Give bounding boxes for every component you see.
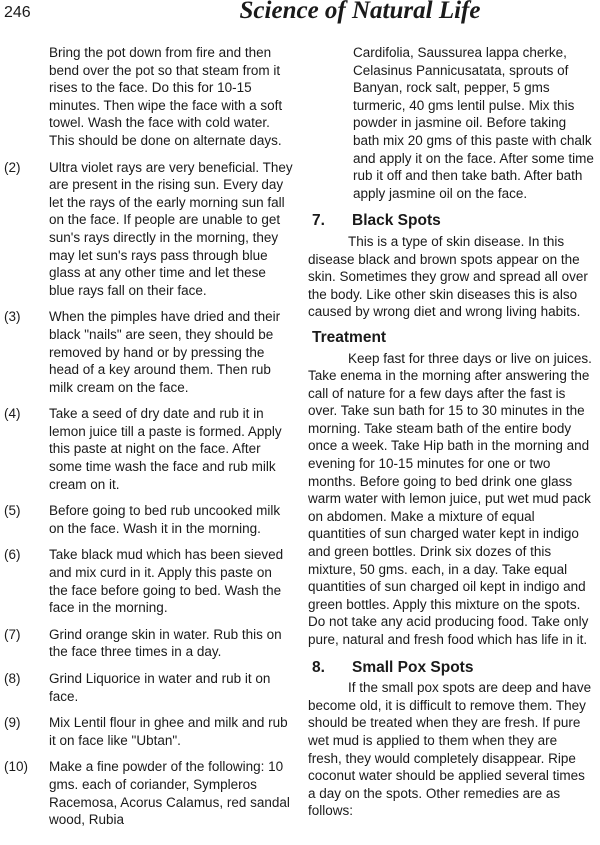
list-item-number: (5) <box>4 503 21 519</box>
left-column <box>4 44 294 829</box>
list-item-number: (4) <box>4 406 21 422</box>
list-item-number: (2) <box>4 159 21 175</box>
running-title: Science of Natural Life <box>239 0 481 24</box>
list-item <box>4 670 294 705</box>
list-item <box>4 502 294 537</box>
list-item <box>4 714 294 749</box>
treatment-body: Keep fast for three days or live on juices. Take enema in the morning after answering the call of nature for a few days after the fast is over. Take sun bath for 15 to 30 minutes in the morning. Take steam bath of the entire body once a week. Take Hip bath in the morning and evening for 10-15 minutes for one or two months. Before going to bed drink one glass warm water with lemon juice, put wet mud pack on abdomen. Make a mixture of equal quantities of sun charged water kept in indigo and green bottles. Drink six dozes of this mixture, 50 gms. each, in a day. Take equal quantities of sun charged oil kept in indigo and green bottles. Apply this mixture on the spots. Do not take any acid producing food. Take only pure, natural and fresh food which has life in it. <box>308 350 592 647</box>
section-number: 8. <box>312 658 325 676</box>
list-item-text: Make a fine powder of the following: 10 gms. each of coriander, Sympleros Racemosa, Acorus Calamus, red sandal wood, Rubia <box>49 759 290 828</box>
list-item-text: Grind Liquorice in water and rub it on face. <box>49 671 271 704</box>
list-item-text: Grind orange skin in water. Rub this on the face three times in a day. <box>49 626 282 660</box>
list-item-text: Take black mud which has been sieved and mix curd in it. Apply this paste on the face before going to bed. Wash the face in the morning. <box>49 547 284 616</box>
section-heading-small-pox-spots <box>308 659 594 677</box>
list-item <box>4 159 294 300</box>
list-item-text: When the pimples have dried and their black "nails" are seen, they should be removed by hand or by pressing the head of a key around them. Then rub milk cream on the face. <box>49 309 281 395</box>
list-item-number: (7) <box>4 626 21 642</box>
list-item-number: (3) <box>4 309 21 325</box>
right-column <box>308 44 594 820</box>
list-item-text: Take a seed of dry date and rub it in lemon juice till a paste is formed. Apply this paste at night on the face. After some time wash the face and rub milk cream on it. <box>49 406 282 492</box>
section-number: 7. <box>312 212 325 230</box>
page-number: 246 <box>4 4 31 21</box>
list-item <box>4 546 294 616</box>
list-item <box>4 758 294 828</box>
intro-paragraph: Bring the pot down from fire and then bend over the pot so that steam from it rises to the face. Do this for 10-15 minutes. Then wipe the face with a soft towel. Wash the face with cold water. This should be done on alternate days. <box>49 45 283 148</box>
page-header <box>0 0 600 30</box>
list-item-text: Mix Lentil flour in ghee and milk and rub it on face like "Ubtan". <box>49 715 288 748</box>
section-title: Small Pox Spots <box>352 658 474 676</box>
list-item-number: (9) <box>4 715 21 731</box>
section-title: Black Spots <box>352 212 441 230</box>
continuation-paragraph: Cardifolia, Saussurea lappa cherke, Celasinus Pannicusatata, sprouts of Banyan, rock salt, pepper, 5 gms turmeric, 40 gms lentil pulse. Mix this powder in jasmine oil. Before taking bath mix 20 gms of this paste with chalk and apply it on the face. After some time rub it off and then take bath. After bath apply jasmine oil on the face. <box>353 45 594 201</box>
section-heading-black-spots <box>308 212 594 230</box>
list-item-number: (8) <box>4 671 21 686</box>
section-body: This is a type of skin disease. In this disease black and brown spots appear on the skin. Sometimes they grow and spread all over the body. Like other skin diseases this is also caused by wrong diet and wrong living habits. <box>308 233 588 320</box>
list-item-number: (10) <box>4 759 29 775</box>
section-body: If the small pox spots are deep and have become old, it is difficult to remove them. They should be treated when they are fresh. If pure wet mud is applied to them when they are fresh, they would completely disappear. Ripe coconut water should be applied several times a day on the spots. Other remedies are as follows: <box>308 680 592 819</box>
list-item-number: (6) <box>4 547 21 563</box>
list-item-text: Ultra violet rays are very beneficial. They are present in the rising sun. Every day let the rays of the early morning sun fall on the face. If people are unable to get sun's rays directly in the morning, they may let sun's rays pass through blue glass at any other time and let these blue rays fall on their face. <box>49 159 293 298</box>
list-item-text: Before going to bed rub uncooked milk on the face. Wash it in the morning. <box>49 503 281 536</box>
treatment-heading: Treatment <box>312 328 387 346</box>
list-item <box>4 626 294 661</box>
list-item <box>4 308 294 396</box>
list-item <box>4 405 294 493</box>
